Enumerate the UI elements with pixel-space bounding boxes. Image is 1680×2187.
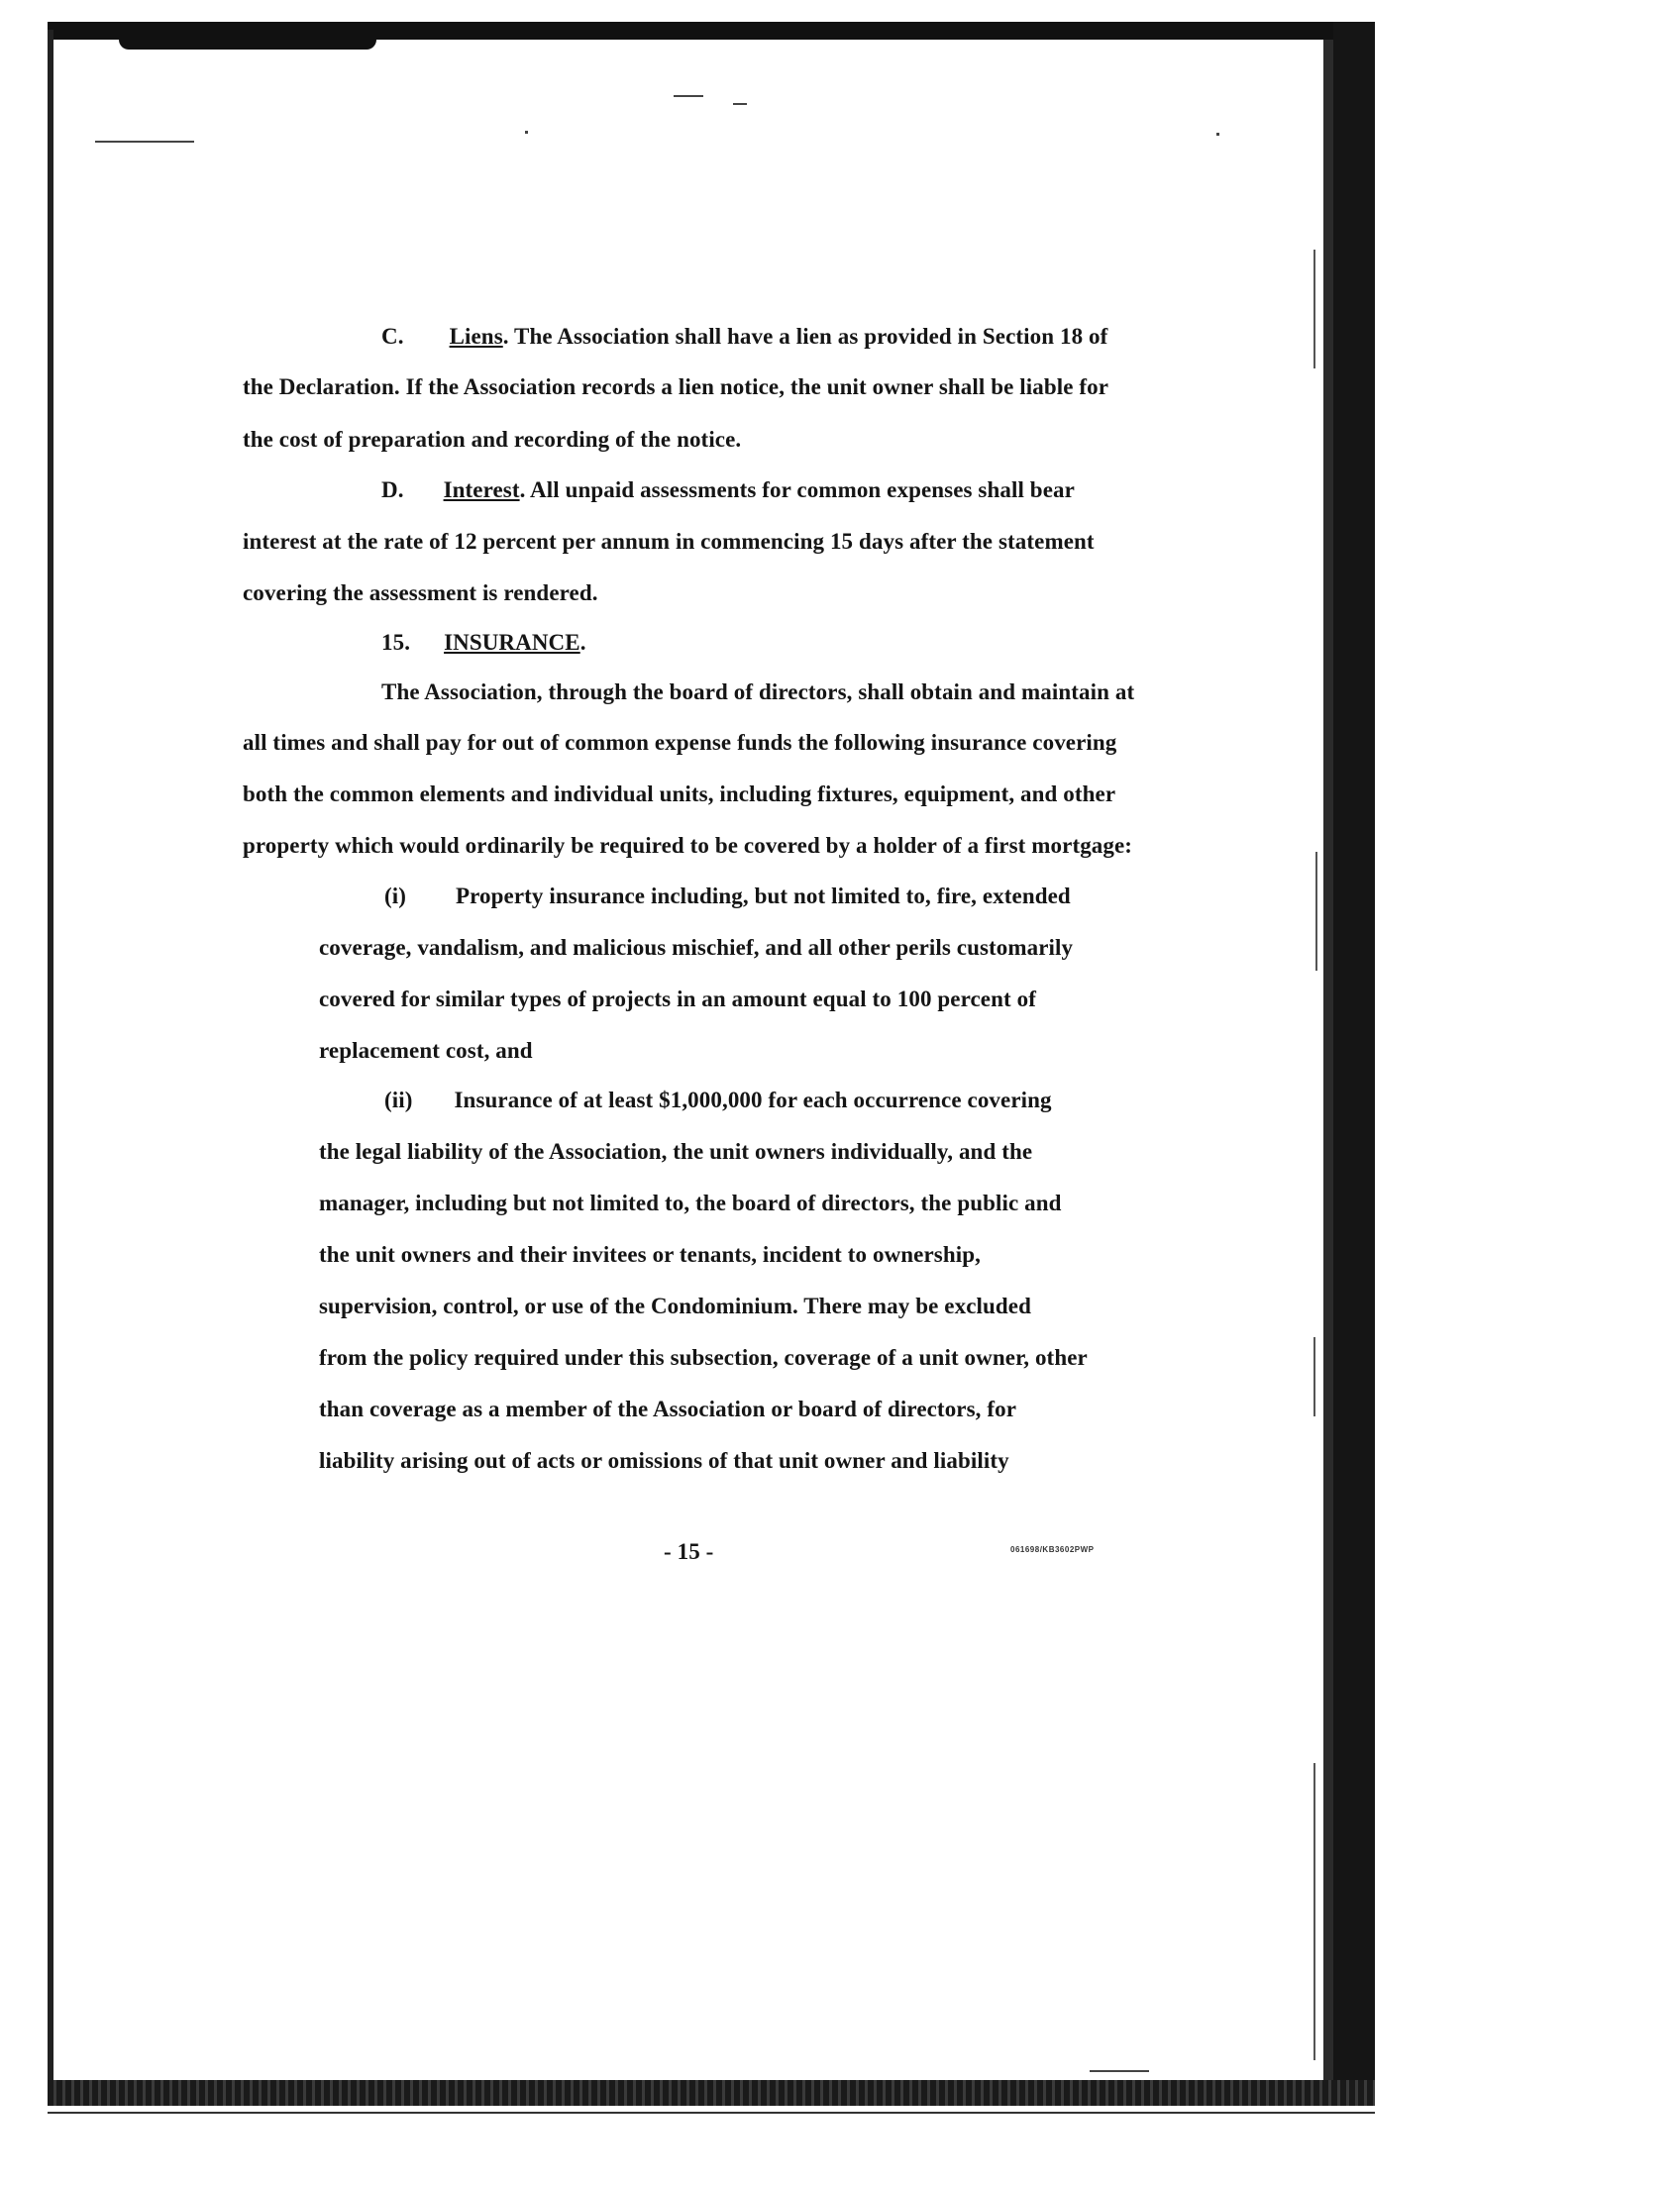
- item-ii-line-1-text: Insurance of at least $1,000,000 for each occurrence covering: [454, 1088, 1052, 1112]
- item-ii-line-4: the unit owners and their invitees or tenants, incident to ownership,: [319, 1242, 981, 1267]
- item-i-line-1-text: Property insurance including, but not limited to, fire, extended: [456, 884, 1071, 908]
- section-15-heading-line: [381, 630, 586, 656]
- item-ii-line-8: liability arising out of acts or omissions of that unit owner and liability: [319, 1448, 1009, 1473]
- section-15-number: 15.: [381, 630, 411, 655]
- item-i-line-4: replacement cost, and: [319, 1038, 533, 1063]
- section-d-line-1: [381, 477, 1075, 503]
- section-c-line-3: the cost of preparation and recording of the notice.: [243, 427, 742, 452]
- section-15-heading-punct: .: [579, 630, 586, 655]
- item-ii-line-1: [384, 1088, 1052, 1113]
- section-15-para-line-1: The Association, through the board of directors, shall obtain and maintain at: [381, 679, 1135, 704]
- item-ii-line-6: from the policy required under this subsection, coverage of a unit owner, other: [319, 1345, 1088, 1370]
- item-i-line-1: [384, 884, 1071, 909]
- page-number: - 15 -: [664, 1539, 714, 1564]
- section-d-letter: D.: [381, 477, 404, 502]
- section-15-heading: INSURANCE: [444, 630, 580, 655]
- item-ii-line-5: supervision, control, or use of the Condominium. There may be excluded: [319, 1294, 1031, 1318]
- section-c-heading: Liens: [449, 324, 503, 349]
- section-15-para-line-3: both the common elements and individual units, including fixtures, equipment, and other: [243, 781, 1116, 806]
- section-15-para-line-4: property which would ordinarily be required to be covered by a holder of a first mortgage:: [243, 833, 1133, 858]
- item-i-line-3: covered for similar types of projects in an amount equal to 100 percent of: [319, 987, 1036, 1011]
- section-d-line-1-text: . All unpaid assessments for common expenses shall bear: [519, 477, 1075, 502]
- item-ii-line-3: manager, including but not limited to, the board of directors, the public and: [319, 1191, 1062, 1215]
- item-ii-line-2: the legal liability of the Association, the unit owners individually, and the: [319, 1139, 1033, 1164]
- section-c-line-2: the Declaration. If the Association records a lien notice, the unit owner shall be liable for: [243, 374, 1109, 399]
- section-c-line-1-text: . The Association shall have a lien as provided in Section 18 of: [502, 324, 1108, 349]
- item-ii-line-7: than coverage as a member of the Association or board of directors, for: [319, 1397, 1017, 1421]
- section-d-line-3: covering the assessment is rendered.: [243, 580, 598, 605]
- item-ii-marker: (ii): [384, 1088, 413, 1112]
- item-i-line-2: coverage, vandalism, and malicious mischief, and all other perils customarily: [319, 935, 1074, 960]
- section-c-line-1: [381, 324, 1107, 350]
- item-i-marker: (i): [384, 884, 407, 908]
- section-d-line-2: interest at the rate of 12 percent per annum in commencing 15 days after the statement: [243, 529, 1095, 554]
- section-d-heading: Interest: [443, 477, 520, 502]
- section-c-letter: C.: [381, 324, 404, 349]
- document-code: 061698/KB3602PWP: [1010, 1545, 1095, 1554]
- section-15-para-line-2: all times and shall pay for out of common expense funds the following insurance covering: [243, 730, 1117, 755]
